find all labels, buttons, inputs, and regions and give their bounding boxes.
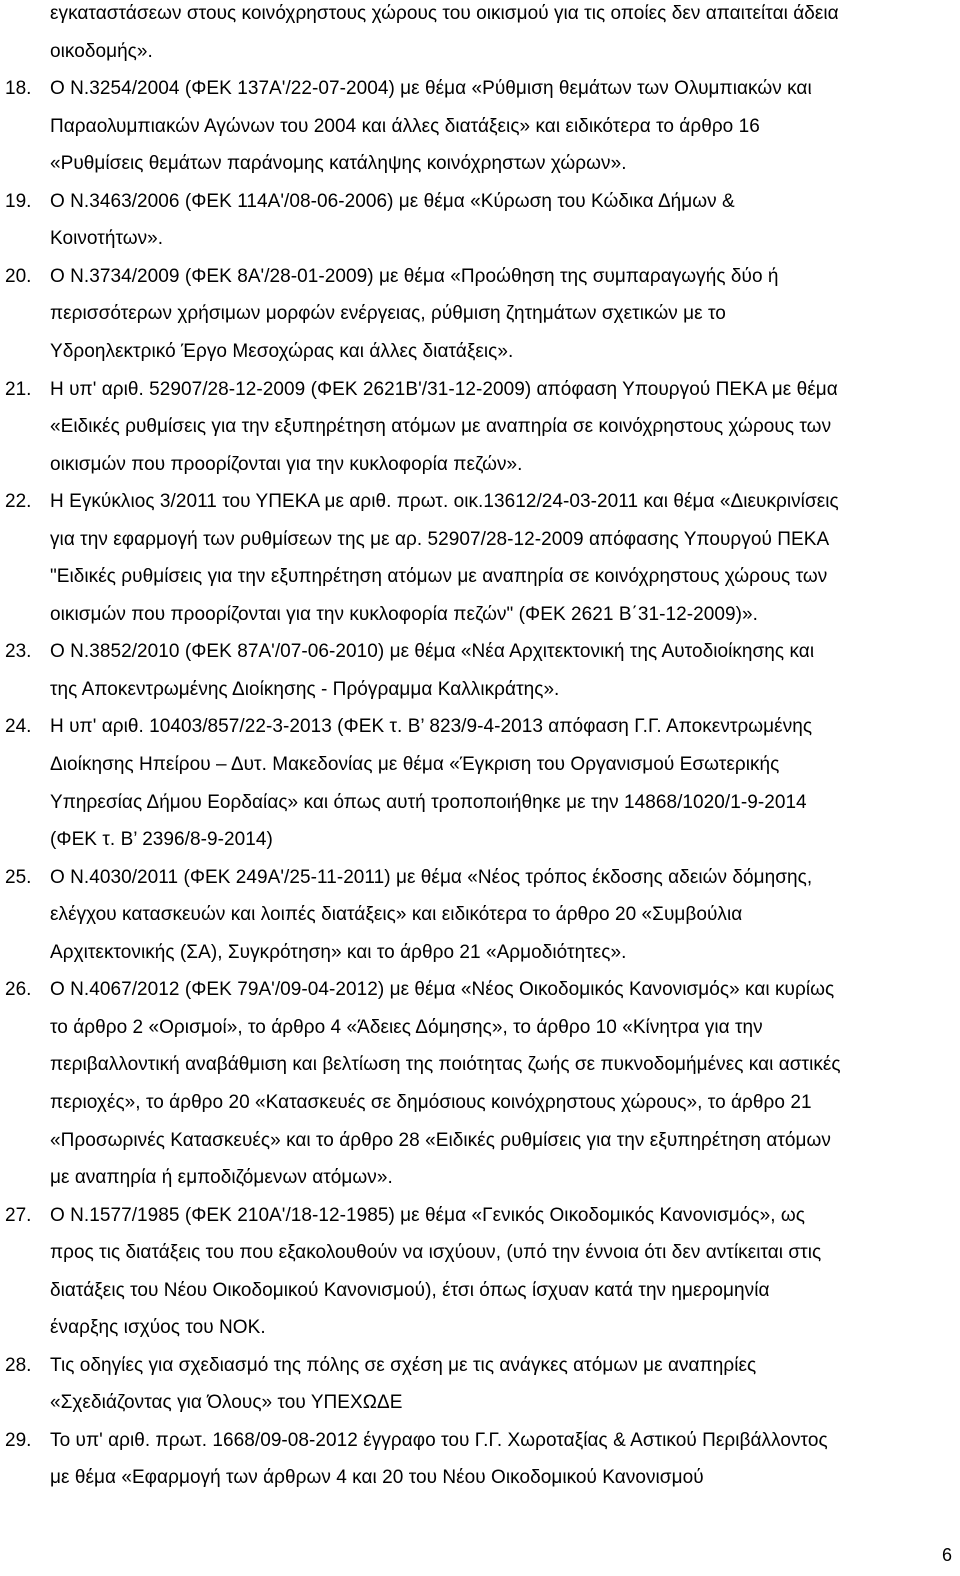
text-line: προς τις διατάξεις του που εξακολουθούν να ισχύουν, (υπό την έννοια ότι δεν αντίκειται στις <box>50 1242 822 1264</box>
text-line: εγκαταστάσεων στους κοινόχρηστους χώρους του οικισμού για τις οποίες δεν απαιτείται άδεια <box>50 3 839 24</box>
text-line: Τις οδηγίες για σχεδιασμό της πόλης σε σχέση με τις ανάγκες ατόμων με αναπηρίες <box>50 1354 757 1376</box>
item-number: 22. <box>5 491 32 513</box>
item-number: 21. <box>5 378 32 400</box>
text-line: περισσότερων χρήσιμων μορφών ενέργειας, ρύθμιση ζητημάτων σχετικών με το <box>50 303 726 325</box>
text-line: με αναπηρία ή εμποδιζόμενων ατόμων». <box>50 1167 393 1189</box>
item-number: 29. <box>5 1429 32 1451</box>
text-line: οικισμών που προορίζονται για την κυκλοφορία πεζών». <box>50 453 523 475</box>
text-line: Διοίκησης Ηπείρου – Δυτ. Μακεδονίας με θέμα «Έγκριση του Οργανισμού Εσωτερικής <box>50 754 780 775</box>
text-line: "Ειδικές ρυθμίσεις για την εξυπηρέτηση ατόμων με αναπηρία σε κοινόχρηστους χώρους των <box>50 566 828 588</box>
item-number: 18. <box>5 78 32 100</box>
text-line: Παραολυμπιακών Αγώνων του 2004 και άλλες διατάξεις» και ειδικότερα το άρθρο 16 <box>50 115 760 137</box>
text-line: Ο Ν.4030/2011 (ΦΕΚ 249Α'/25-11-2011) με θέμα «Νέος τρόπος έκδοσης αδειών δόμησης, <box>50 866 813 888</box>
text-line: το άρθρο 2 «Ορισμοί», το άρθρο 4 «Άδειες Δόμησης», το άρθρο 10 «Κίνητρα για την <box>50 1016 763 1038</box>
text-line: Ο Ν.3254/2004 (ΦΕΚ 137Α'/22-07-2004) με θέμα «Ρύθμιση θεμάτων των Ολυμπιακών και <box>50 78 812 100</box>
text-line: της Αποκεντρωμένης Διοίκησης - Πρόγραμμα Καλλικράτης». <box>50 678 560 700</box>
text-line: Ο Ν.3463/2006 (ΦΕΚ 114Α'/08-06-2006) με θέμα «Κύρωση του Κώδικα Δήμων & <box>50 190 735 212</box>
text-line: Η υπ' αριθ. 10403/857/22-3-2013 (ΦΕΚ τ. Β’ 823/9-4-2013 απόφαση Γ.Γ. Αποκεντρωμένης <box>50 716 813 738</box>
item-number: 25. <box>5 866 32 888</box>
text-line: Αρχιτεκτονικής (ΣΑ), Συγκρότηση» και το άρθρο 21 «Αρμοδιότητες». <box>50 941 627 963</box>
text-line: οικοδομής». <box>50 40 153 62</box>
text-line: Ο Ν.3852/2010 (ΦΕΚ 87Α'/07-06-2010) με θέμα «Νέα Αρχιτεκτονική της Αυτοδιοίκησης και <box>50 641 815 663</box>
text-line: έναρξης ισχύος του ΝΟΚ. <box>50 1317 266 1339</box>
text-line: Η υπ' αριθ. 52907/28-12-2009 (ΦΕΚ 2621Β'/31-12-2009) απόφαση Υπουργού ΠΕΚΑ με θέμα <box>50 378 838 400</box>
text-line: Υπηρεσίας Δήμου Εορδαίας» και όπως αυτή τροποποιήθηκε με την 14868/1020/1-9-2014 <box>50 791 807 813</box>
text-line: Ο Ν.1577/1985 (ΦΕΚ 210Α'/18-12-1985) με θέμα «Γενικός Οικοδομικός Κανονισμός», ως <box>50 1204 805 1226</box>
text-line: περιβαλλοντική αναβάθμιση και βελτίωση της ποιότητας ζωής σε πυκνοδομήμένες και αστικές <box>50 1054 841 1076</box>
text-line: «Ρυθμίσεις θεμάτων παράνομης κατάληψης κοινόχρηστων χώρων». <box>50 153 627 175</box>
page-number: 6 <box>942 1545 953 1565</box>
text-line: «Σχεδιάζοντας για Όλους» του ΥΠΕΧΩΔΕ <box>50 1392 403 1414</box>
item-number: 24. <box>5 716 32 738</box>
text-line: Η Εγκύκλιος 3/2011 του ΥΠΕΚΑ με αριθ. πρωτ. οικ.13612/24-03-2011 και θέμα «Διευκρινίσεις <box>50 491 839 513</box>
text-line: Κοινοτήτων». <box>50 228 164 250</box>
text-line: «Προσωρινές Κατασκευές» και το άρθρο 28 «Ειδικές ρυθμίσεις για την εξυπηρέτηση ατόμων <box>50 1129 831 1151</box>
item-number: 20. <box>5 265 32 287</box>
item-number: 26. <box>5 979 32 1001</box>
text-line: Υδροηλεκτρικό Έργο Μεσοχώρας και άλλες διατάξεις». <box>50 340 514 362</box>
item-number: 23. <box>5 641 32 663</box>
text-line: περιοχές», το άρθρο 20 «Κατασκευές σε δημόσιους κοινόχρηστους χώρους», το άρθρο 21 <box>50 1091 812 1113</box>
item-number: 27. <box>5 1204 32 1226</box>
text-line: (ΦΕΚ τ. Β’ 2396/8-9-2014) <box>50 829 273 851</box>
text-line: Το υπ' αριθ. πρωτ. 1668/09-08-2012 έγγραφο του Γ.Γ. Χωροταξίας & Αστικού Περιβάλλοντος <box>50 1429 828 1451</box>
text-line: ελέγχου κατασκευών και λοιπές διατάξεις» και ειδικότερα το άρθρο 20 «Συμβούλια <box>50 904 743 926</box>
item-number: 28. <box>5 1354 32 1376</box>
text-line: «Ειδικές ρυθμίσεις για την εξυπηρέτηση ατόμων με αναπηρία σε κοινόχρηστους χώρους των <box>50 416 832 438</box>
text-line: οικισμών που προορίζονται για την κυκλοφορία πεζών" (ΦΕΚ 2621 Β΄31-12-2009)». <box>50 603 758 625</box>
text-line: για την εφαρμογή των ρυθμίσεων της με αρ. 52907/28-12-2009 απόφασης Υπουργού ΠΕΚΑ <box>50 528 830 550</box>
text-line: Ο Ν.3734/2009 (ΦΕΚ 8Α'/28-01-2009) με θέμα «Προώθηση της συμπαραγωγής δύο ή <box>50 265 779 287</box>
item-number: 19. <box>5 190 32 212</box>
text-line: Ο Ν.4067/2012 (ΦΕΚ 79Α'/09-04-2012) με θέμα «Νέος Οικοδομικός Κανονισμός» και κυρίως <box>50 979 835 1001</box>
text-line: διατάξεις του Νέου Οικοδομικού Κανονισμού), έτσι όπως ίσχυαν κατά την ημερομηνία <box>50 1279 770 1301</box>
text-line: με θέμα «Εφαρμογή των άρθρων 4 και 20 του Νέου Οικοδομικού Κανονισμού <box>50 1467 704 1489</box>
